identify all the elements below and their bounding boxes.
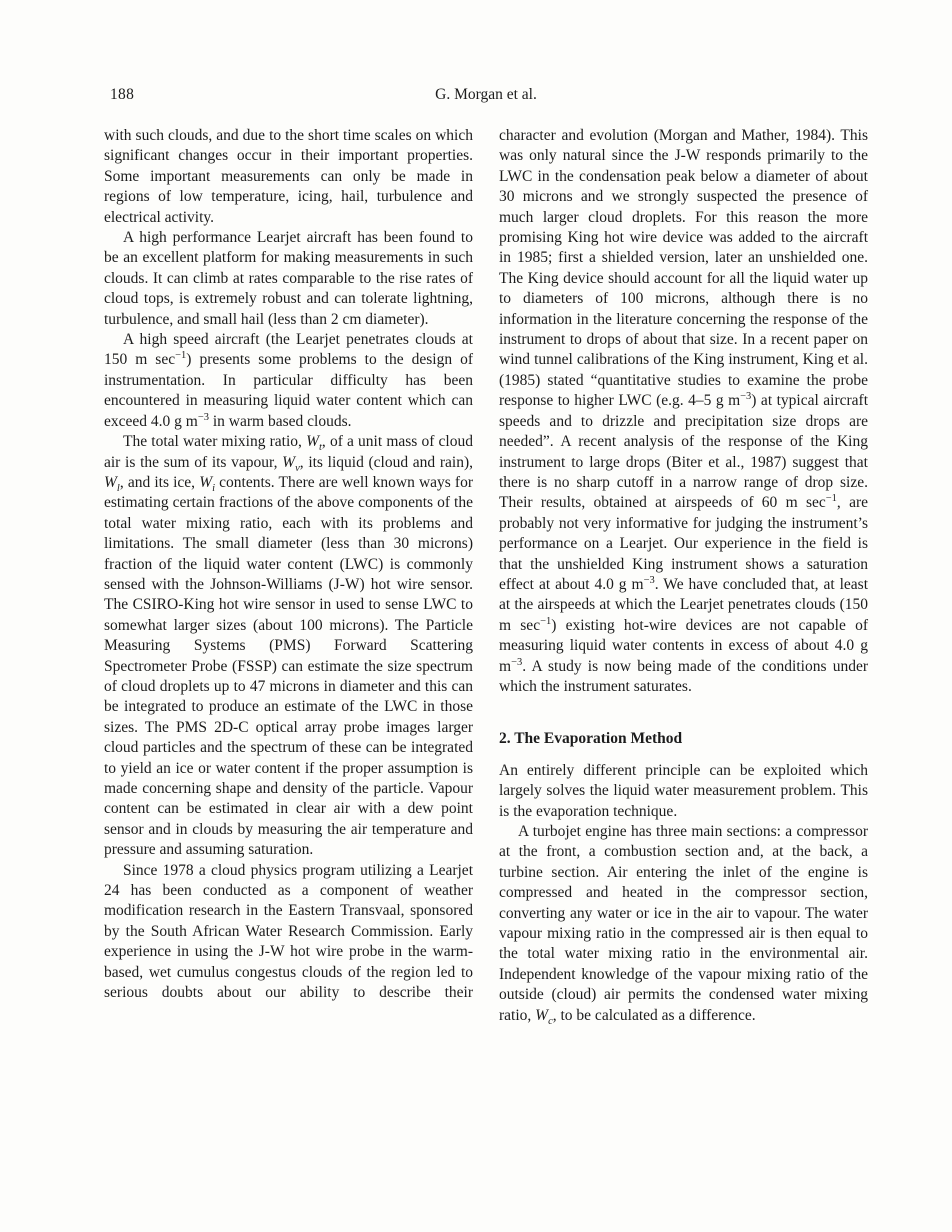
paragraph: The total water mixing ratio, $W_t$, of a unit mass of cloud air is the sum of its vapour, $W_v$, its liquid (cloud and rain), $W_l$, and its ice, $W_i$ contents. There are well known ways for estimating certain fractions of the above components of the total water mixing ratio, each with its problems and limitations. The small diameter (less than 30 microns) fraction of the liquid water content (LWC) is commonly sensed with the Johnson-Williams (J-W) hot wire sensor. The CSIRO-King hot wire sensor in used to sense LWC to somewhat larger sizes (about 100 microns). The Particle Measuring Systems (PMS) Forward Scattering Spectrometer Probe (FSSP) can estimate the size spectrum of cloud droplets up to 47 microns in diameter and this can be integrated to produce an estimate of the LWC in those sizes. The PMS 2D-C optical array probe images larger cloud particles and the spectrum of these can be integrated to yield an ice or water content if the proper assumption is made concerning shape and density of the particle. Vapour content can be estimated in clear air with a dew point sensor and in clouds by measuring the air temperature and pressure and assuming saturation. bbox=[104, 433, 474, 859]
page-header bbox=[104, 86, 868, 106]
paragraph: An entirely different principle can be exploited which largely solves the liquid water measurement problem. This is the evaporation technique. bbox=[499, 761, 868, 820]
paragraph: Since 1978 a cloud physics program utilizing a Learjet 24 has been conducted as a component of weather modification research in the Eastern Transvaal, sponsored by the South African Water Research Commission. Early experience in using the J-W hot wire probe in the warm-based, wet cumulus congestus clouds of the region led to serious doubts about our ability to describe their bbox=[104, 861, 473, 1002]
left-column bbox=[104, 126, 473, 1026]
paragraph: character and evolution (Morgan and Mather, 1984). This was only natural since the J-W responds primarily to the LWC in the condensation peak below a diameter of about 30 microns and we strongly suspected the presence of much larger cloud droplets. For this reason the more promising King hot wire device was added to the aircraft in 1985; first a shielded version, later an unshielded one. The King device should account for all the liquid water up to diameters of 100 microns, although there is no information in the literature concerning the response of the instrument to drops of about that size. In a recent paper on wind tunnel calibrations of the King instrument, King et al. (1985) stated “quantitative studies to examine the probe response to higher LWC (e.g. 4–5 g $m^{-3}$) at typical aircraft speeds and to drizzle and precipitation size drops are needed”. A recent analysis of the response of the King instrument to large drops (Biter et al., 1987) suggest that there is no sharp cutoff in a narrow range of drop size. Their results, obtained at airspeeds of 60 m $\sec^{-1}$, are probably not very informative for judging the instrument’s performance on a Learjet. Our experience in the field is that the unshielded King instrument shows a saturation effect at about 4.0 g $m^{-3}$. We have concluded that, at least at the airspeeds at which the Learjet penetrates clouds (150 m $\sec^{-1}$) existing hot-wire devices are not capable of measuring liquid water contents in excess of about 4.0 g $m^{-3}$. A study is now being made of the conditions under which the instrument saturates. bbox=[499, 127, 869, 695]
two-column-text-block bbox=[104, 126, 868, 1026]
paragraph: with such clouds, and due to the short time scales on which significant changes occur in their important properties. Some important measurements can only be made in regions of low temperature, icing, hail, turbulence and electrical activity. bbox=[104, 127, 473, 226]
running-head: G. Morgan et al. bbox=[435, 86, 537, 103]
paragraph: A high performance Learjet aircraft has been found to be an excellent platform for making measurements in such clouds. It can climb at rates comparable to the rise rates of cloud tops, is extremely robust and can tolerate lightning, turbulence, and small hail (less than 2 cm diameter). bbox=[104, 229, 473, 328]
section-heading: 2. The Evaporation Method bbox=[499, 730, 683, 748]
paragraph: A high speed aircraft (the Learjet penetrates clouds at 150 m $\sec^{-1}$) presents some problems to the design of instrumentation. In particular difficulty has been encountered in measuring liquid water content which can exceed 4.0 g $m^{-3}$ in warm based clouds. bbox=[104, 331, 473, 430]
page-number: 188 bbox=[110, 86, 135, 103]
paragraph: A turbojet engine has three main sections: a compressor at the front, a combustion section and, at the back, a turbine section. Air entering the inlet of the engine is compressed and heated in the compressor section, converting any water or ice in the air to vapour. The water vapour mixing ratio in the compressed air is then equal to the total water mixing ratio in the environmental air. Independent knowledge of the vapour mixing ratio of the outside (cloud) air permits the condensed water mixing ratio, $W_c$, to be calculated as a difference. bbox=[499, 823, 868, 1027]
right-column bbox=[499, 126, 868, 1026]
